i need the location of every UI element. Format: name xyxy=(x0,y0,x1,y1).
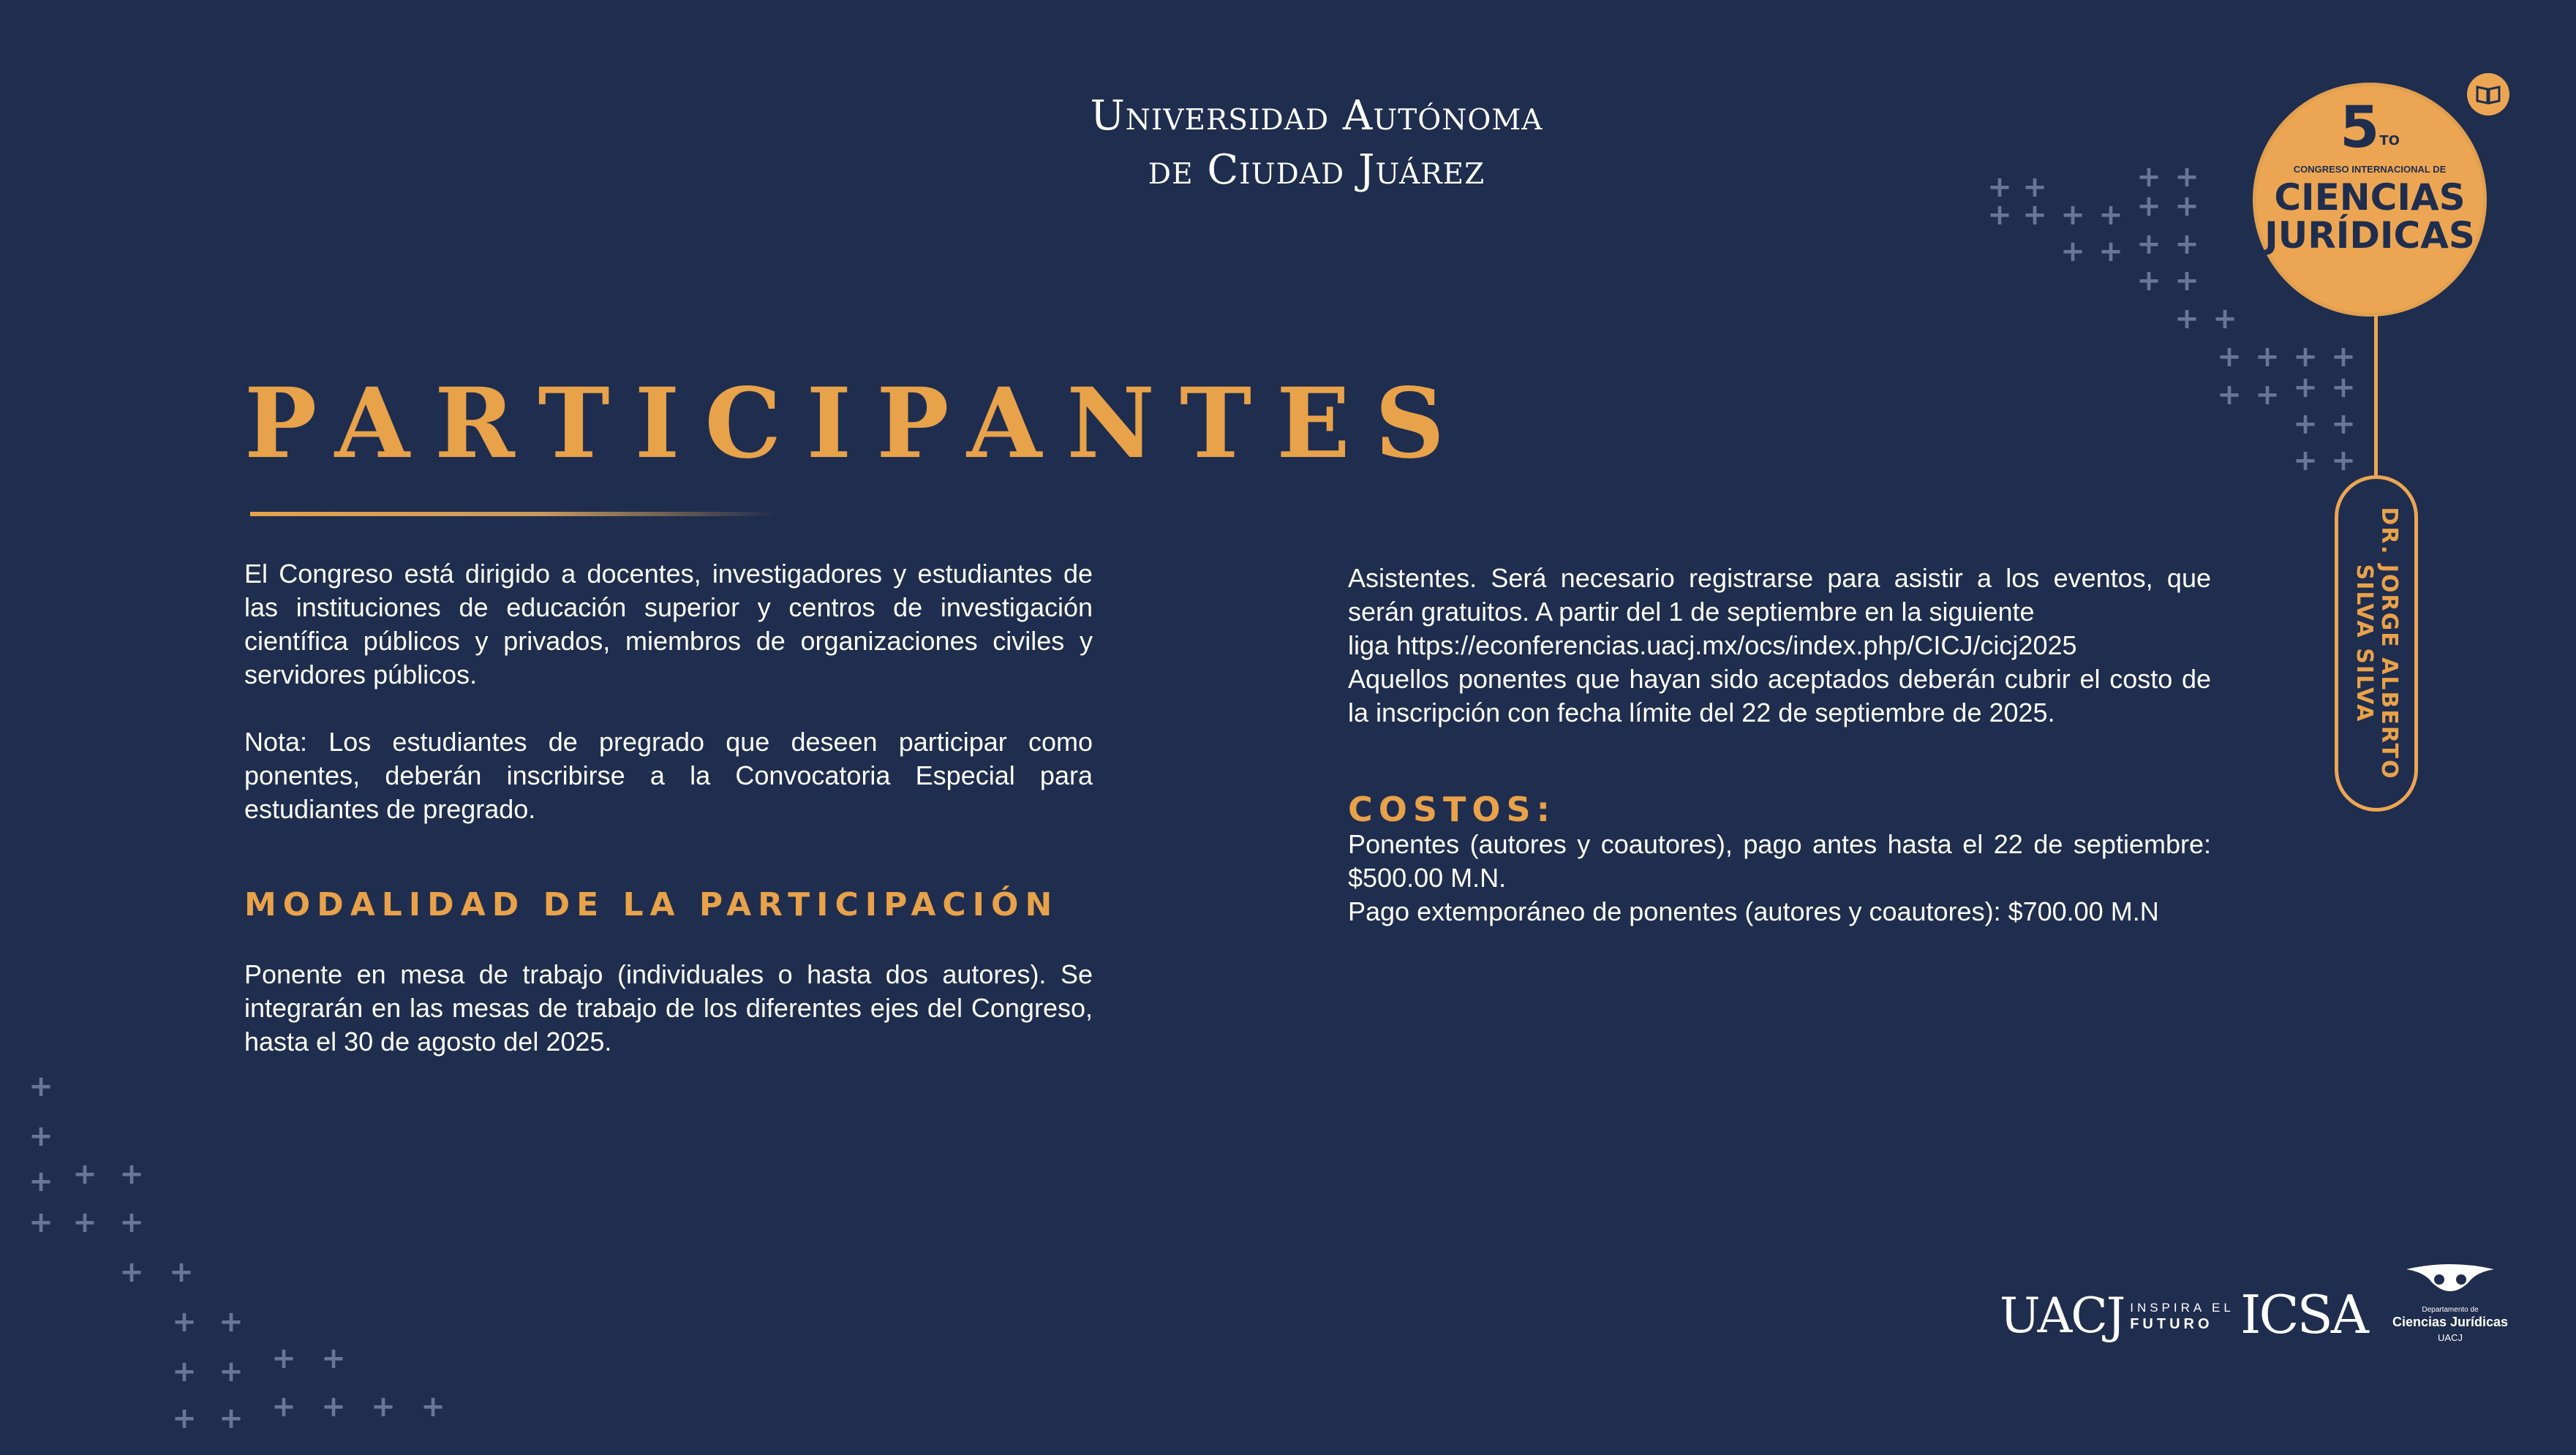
modalidad-heading: MODALIDAD DE LA PARTICIPACIÓN xyxy=(244,886,1059,923)
plus-icon: + xyxy=(119,1255,144,1289)
plus-icon: + xyxy=(2060,235,2085,268)
plus-icon: + xyxy=(1987,170,2012,204)
icsa-logo: ICSA xyxy=(2240,1284,2367,1345)
plus-icon: + xyxy=(2293,407,2318,441)
cj-department: Departamento de xyxy=(2422,1306,2479,1314)
asistentes-line: Asistentes. Será necesario registrarse para asistir a los eventos, que serán gratuitos. A partir del 1 de septiembre en la siguiente xyxy=(1348,563,2211,627)
congress-badge xyxy=(2253,83,2487,317)
plus-icon: + xyxy=(172,1305,197,1339)
badge-number: $5^{TO}$ xyxy=(2340,95,2400,161)
costos-line-1: Ponentes (autores y coautores), pago antes hasta el 22 de septiembre: $500.00 M.N. xyxy=(1348,829,2211,893)
plus-icon: + xyxy=(2217,378,2242,412)
cj-uacj: UACJ xyxy=(2438,1332,2463,1343)
plus-icon: + xyxy=(219,1305,244,1339)
plus-icon: + xyxy=(2136,189,2161,223)
plus-icon: + xyxy=(421,1390,445,1424)
asistentes-text xyxy=(1348,562,2211,730)
intro-note: Nota: Los estudiantes de pregrado que deseen participar como ponentes, deberán inscribirse a la Convocatoria Especial para estudiantes de pregrado. xyxy=(244,727,1093,824)
plus-icon: + xyxy=(2293,371,2318,404)
plus-icon: + xyxy=(371,1390,396,1424)
plus-icon: + xyxy=(2174,302,2199,336)
plus-icon: + xyxy=(2174,227,2199,261)
plus-icon: + xyxy=(2293,444,2318,477)
plus-icon: + xyxy=(2136,160,2161,194)
title-underline xyxy=(250,512,777,516)
plus-icon: + xyxy=(172,1355,197,1388)
plus-icon: + xyxy=(2136,227,2161,261)
plus-icon: + xyxy=(2098,198,2123,232)
plus-icon: + xyxy=(2174,264,2199,298)
plus-icon: + xyxy=(2331,444,2356,477)
plus-icon: + xyxy=(119,1157,144,1191)
costos-heading: COSTOS: xyxy=(1348,790,1556,829)
university-line-1: Universidad Autónoma xyxy=(1090,92,1543,140)
cj-name: Ciencias Jurídicas xyxy=(2392,1315,2509,1329)
plus-icon: + xyxy=(219,1402,244,1435)
plus-icon: + xyxy=(2255,378,2280,412)
plus-icon: + xyxy=(2331,407,2356,441)
uacj-wordmark: UACJ xyxy=(2000,1288,2125,1344)
plus-icon: + xyxy=(72,1157,97,1191)
plus-icon: + xyxy=(29,1119,53,1153)
speaker-pill xyxy=(2335,475,2418,812)
plus-icon: + xyxy=(271,1342,296,1375)
plus-icon: + xyxy=(2060,198,2085,232)
plus-icon: + xyxy=(119,1206,144,1239)
badge-connector xyxy=(2374,314,2378,475)
plus-icon: + xyxy=(2022,198,2047,232)
plus-icon: + xyxy=(29,1206,53,1239)
owl-icon xyxy=(2403,1262,2498,1303)
plus-icon: + xyxy=(271,1390,296,1424)
plus-icon: + xyxy=(2136,264,2161,298)
plus-icon: + xyxy=(72,1206,97,1239)
badge-subtitle: CONGRESO INTERNACIONAL DE xyxy=(2293,164,2447,175)
university-line-2: de Ciudad Juárez xyxy=(1148,146,1485,194)
intro-paragraph: El Congreso está dirigido a docentes, investigadores y estudiantes de las instituciones de educación superior y centros de investigación científica públicos y privados, miembros de organizaciones civiles y servidores públicos. xyxy=(244,559,1093,689)
plus-icon: + xyxy=(2022,170,2047,204)
badge-ordinal: TO xyxy=(2379,133,2400,148)
plus-icon: + xyxy=(2212,302,2237,336)
speaker-name: DR. JORGE ALBERTO SILVA SILVA xyxy=(2351,507,2402,780)
uacj-tagline: INSPIRA EL FUTURO xyxy=(2130,1301,2234,1332)
plus-icon: + xyxy=(2174,189,2199,223)
plus-icon: + xyxy=(321,1390,346,1424)
plus-icon: + xyxy=(169,1255,194,1289)
plus-icon: + xyxy=(29,1165,53,1198)
badge-title-2: JURÍDICAS xyxy=(2264,214,2475,257)
asistentes-line: Aquellos ponentes que hayan sido aceptados deberán cubrir el costo de la inscripción con fecha límite del 22 de septiembre de 2025. xyxy=(1348,664,2211,728)
plus-icon: + xyxy=(1987,198,2012,232)
plus-icon: + xyxy=(2331,340,2356,374)
plus-icon: + xyxy=(219,1355,244,1388)
plus-icon: + xyxy=(321,1342,346,1375)
ciencias-juridicas-logo xyxy=(2392,1262,2509,1350)
plus-icon: + xyxy=(2098,235,2123,268)
costos-text xyxy=(1348,828,2211,929)
plus-icon: + xyxy=(172,1402,197,1435)
plus-icon: + xyxy=(2293,340,2318,374)
plus-icon: + xyxy=(2331,371,2356,404)
page-title: PARTICIPANTES xyxy=(244,367,1470,480)
modalidad-text: Ponente en mesa de trabajo (individuales o hasta dos autores). Se integrarán en las mesas de trabajo de los diferentes ejes del Congreso, hasta el 30 de agosto del 2025. xyxy=(244,959,1093,1057)
plus-icon: + xyxy=(2255,340,2280,374)
book-icon xyxy=(2467,73,2509,116)
costos-line-2: Pago extemporáneo de ponentes (autores y coautores): $700.00 M.N xyxy=(1348,896,2159,926)
plus-icon: + xyxy=(2217,340,2242,374)
plus-icon: + xyxy=(29,1070,53,1103)
registration-link[interactable]: liga https://econferencias.uacj.mx/ocs/index.php/CICJ/cicj2025 xyxy=(1348,630,2077,660)
plus-icon: + xyxy=(2174,160,2199,194)
uacj-logo xyxy=(2000,1287,2234,1345)
badge-title-1: CIENCIAS xyxy=(2274,176,2466,219)
